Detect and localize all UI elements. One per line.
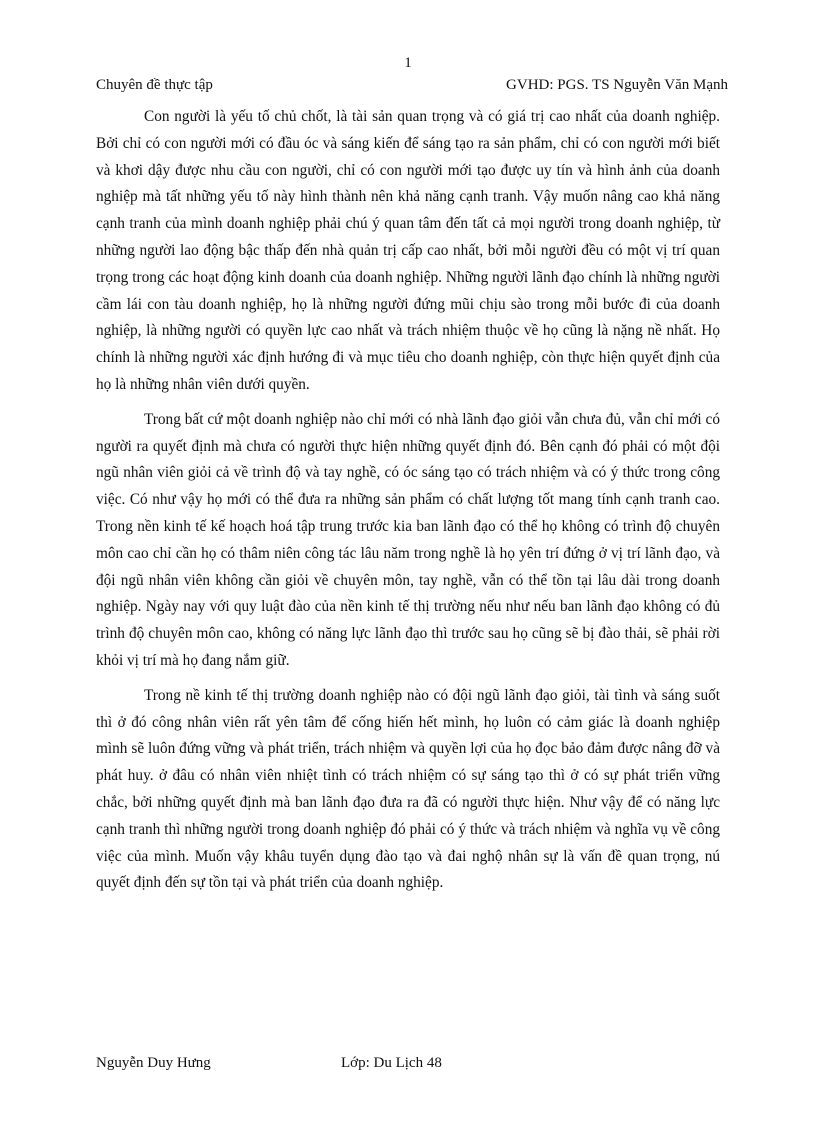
page-footer [96,1052,728,1074]
page-number: 1 [404,55,412,71]
header-supervisor: GVHD: PGS. TS Nguyễn Văn Mạnh [506,77,728,93]
paragraph-3: Trong nề kinh tế thị trường doanh nghiệp nào có đội ngũ lãnh đạo giỏi, tài tình và sáng suốt thì ở đó công nhân viên rất yên tâm để cống hiến hết mình, họ luôn có cảm giác là doanh nghiệp mình sẽ luôn đứng vững và phát triển, trách nhiệm và quyền lợi của họ đọc bảo đảm được nâng đỡ và phát huy. ở đâu có nhân viên nhiệt tình có trách nhiệm có sự sáng tạo thì ở có sự phát triển vững chắc, bởi những quyết định mà ban lãnh đạo đưa ra đã có người thực hiện. Như vậy để có năng lực cạnh tranh thì những người trong doanh nghiệp đó phải có ý thức và trách nhiệm và nghĩa vụ về công việc của mình. Muốn vậy khâu tuyển dụng đào tạo và đai nghộ nhân sự là vấn đề quan trọng, nú quyết định đến sự tồn tại và phát triển của doanh nghiệp. [96,686,720,892]
footer-author: Nguyễn Duy Hưng [96,1055,211,1071]
document-body [96,104,720,905]
paragraph-1: Con người là yếu tố chủ chốt, là tài sản quan trọng và có giá trị cao nhất của doanh nghiệp. Bởi chỉ có con người mới có đầu óc và sáng kiến để sáng tạo ra sản phẩm, chỉ có con người mới biết và khơi dậy được nhu cầu con người, chỉ có con người mới tạo được uy tín và hình ảnh của doanh nghiệp mà tất những yếu tố này hình thành nên khả năng cạnh tranh. Vậy muốn nâng cao khả năng cạnh tranh của mình doanh nghiệp phải chú ý quan tâm đến tất cả mọi người trong doanh nghiệp, từ những người lao động bậc thấp đến nhà quản trị cấp cao nhất, bởi mỗi người đều có một vị trí quan trọng trong các hoạt động kinh doanh của doanh nghiệp. Những người lãnh đạo chính là những người cầm lái con tàu doanh nghiệp, họ là những người đứng mũi chịu sào trong mỗi bước đi của doanh nghiệp, là những người có quyền lực cao nhất và trách nhiệm thuộc về họ cũng là nặng nề nhất. Họ chính là những người xác định hướng đi và mục tiêu cho doanh nghiệp, còn thực hiện quyết định của họ là những nhân viên dưới quyền. [96,108,720,393]
page-header [96,74,728,96]
paragraph-2: Trong bất cứ một doanh nghiệp nào chỉ mới có nhà lãnh đạo giỏi vẫn chưa đủ, vẫn chỉ mới có người ra quyết định mà chưa có người thực hiện những quyết định đó. Bên cạnh đó phải có một đội ngũ nhân viên giỏi cả về trình độ và tay nghề, có óc sáng tạo có trách nhiệm và có ý thức trong công việc. Có như vậy họ mới có thể đưa ra những sản phẩm có chất lượng tốt mang tính cạnh tranh cao. Trong nền kinh tế kế hoạch hoá tập trung trước kia ban lãnh đạo có thể họ không có trình độ chuyên môn cao chỉ cần họ có thâm niên công tác lâu năm trong nghề là họ yên trí đứng ở vị trí lãnh đạo, và đội ngũ nhân viên không cần giỏi về chuyên môn, tay nghề, vẫn có thể tồn tại lâu dài trong doanh nghiệp. Ngày nay với quy luật đào của nền kinh tế thị trường nếu như nếu ban lãnh đạo không có đủ trình độ chuyên môn cao, không có năng lực lãnh đạo thì trước sau họ cũng sẽ bị đào thải, sẽ phải rời khỏi vị trí mà họ đang nắm giữ. [96,410,720,669]
footer-class: Lớp: Du Lịch 48 [341,1055,442,1071]
header-document-type: Chuyên đề thực tập [96,77,213,93]
